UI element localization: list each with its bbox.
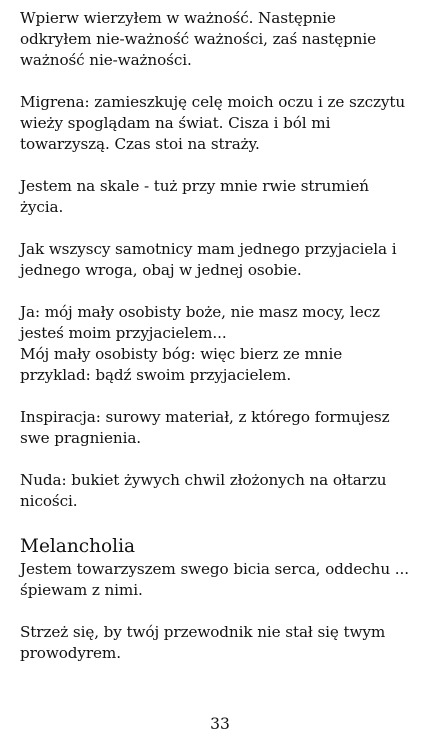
text-line: Jak wszyscy samotnicy mam jednego przyjaciela i	[20, 240, 397, 258]
text-line: przyklad: bądź swoim przyjacielem.	[20, 366, 292, 384]
text-line: Migrena: zamieszkuję celę moich oczu i ze szczytu	[20, 93, 406, 111]
text-line: nicości.	[20, 492, 78, 510]
text-line: Ja: mój mały osobisty boże, nie masz mocy, lecz	[20, 303, 380, 321]
paragraph-2	[20, 92, 425, 155]
text-line: śpiewam z nimi.	[20, 581, 143, 599]
text-line: Nuda: bukiet żywych chwil złożonych na ołtarzu	[20, 471, 387, 489]
text-line: życia.	[20, 198, 64, 216]
text-line: Strzeż się, by twój przewodnik nie stał się twym	[20, 623, 386, 641]
paragraph-1	[20, 8, 425, 71]
page-number: 33	[210, 715, 230, 733]
paragraph-8	[20, 559, 425, 601]
paragraph-3	[20, 176, 425, 218]
text-line: Jestem na skale - tuż przy mnie rwie strumień	[20, 177, 369, 195]
paragraph-7	[20, 470, 425, 512]
text-line: Wpierw wierzyłem w ważność. Następnie	[20, 9, 336, 27]
text-line: jesteś moim przyjacielem...	[20, 324, 227, 342]
text-line: Inspiracja: surowy materiał, z którego formujesz	[20, 408, 390, 426]
paragraph-4	[20, 239, 425, 281]
text-line: ważność nie-ważności.	[20, 51, 192, 69]
paragraph-5	[20, 302, 425, 386]
text-line: Jestem towarzyszem swego bicia serca, oddechu ...	[20, 560, 409, 578]
section-heading: Melancholia	[20, 536, 136, 557]
text-line: Mój mały osobisty bóg: więc bierz ze mnie	[20, 345, 343, 363]
text-line: wieży spoglądam na świat. Cisza i ból mi	[20, 114, 331, 132]
paragraph-6	[20, 407, 425, 449]
page-content	[20, 8, 425, 685]
text-line: jednego wroga, obaj w jednej osobie.	[20, 261, 302, 279]
text-line: prowodyrem.	[20, 644, 121, 662]
text-line: swe pragnienia.	[20, 429, 142, 447]
text-line: towarzyszą. Czas stoi na straży.	[20, 135, 260, 153]
paragraph-9	[20, 622, 425, 664]
text-line: odkryłem nie-ważność ważności, zaś następnie	[20, 30, 377, 48]
